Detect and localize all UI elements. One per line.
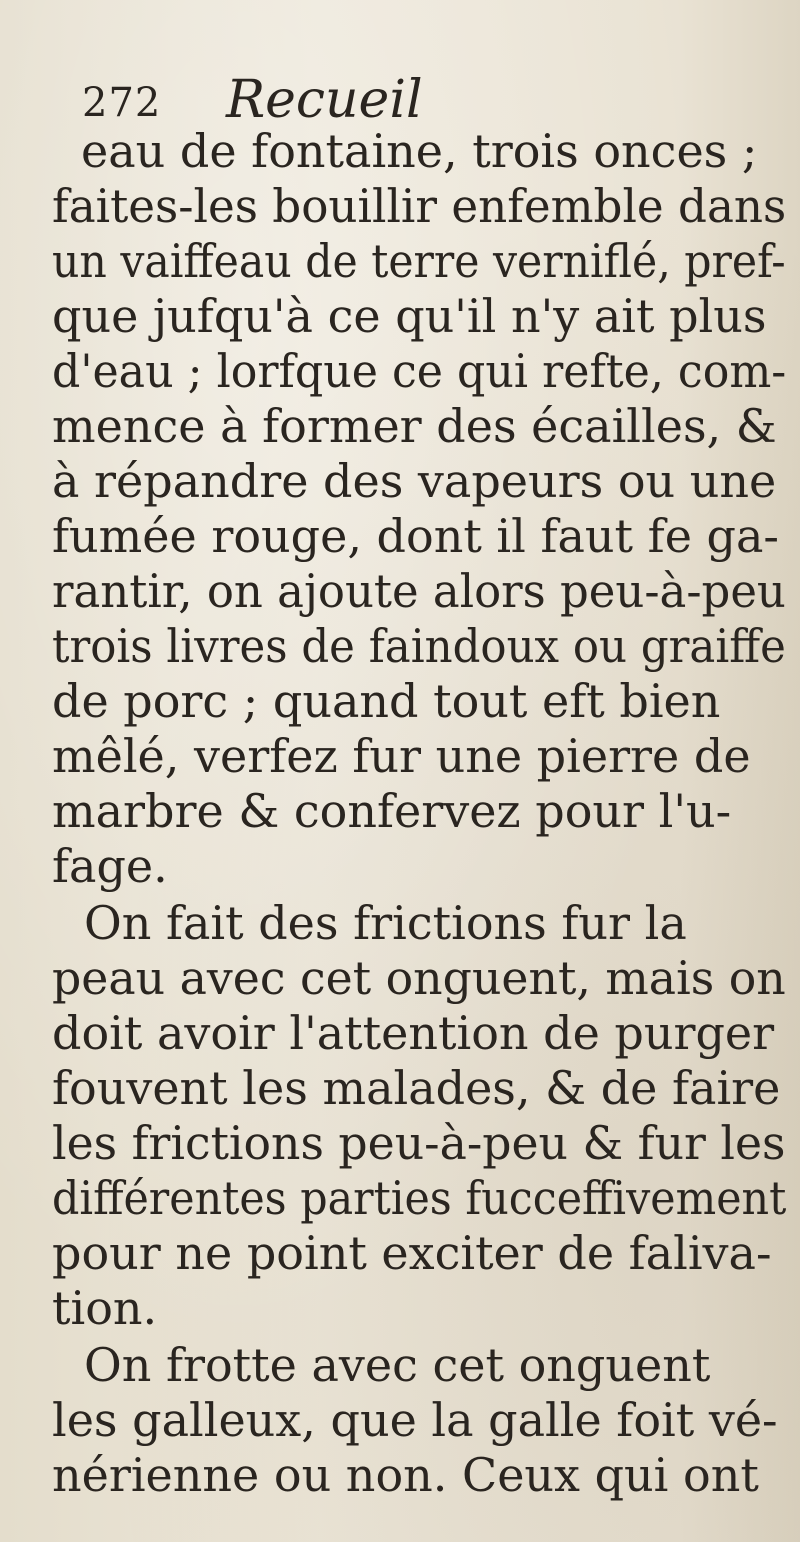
text-line: pour ne point exciter de faliva- — [52, 1226, 772, 1280]
text-line: marbre & confervez pour l'u- — [52, 784, 732, 838]
text-line: doit avoir l'attention de purger — [52, 1006, 775, 1060]
text-line: fumée rouge, dont il faut fe ga- — [52, 509, 779, 563]
page-number: 272 — [82, 80, 162, 126]
page-header — [48, 70, 768, 130]
text-line: que jufqu'à ce qu'il n'y ait plus — [52, 289, 767, 343]
text-line: différentes parties fucceffivement — [52, 1171, 787, 1225]
text-line: rantir, on ajoute alors peu-à-peu — [52, 564, 786, 618]
text-line: faites-les bouillir enfemble dans — [52, 179, 787, 233]
text-line: peau avec cet onguent, mais on — [52, 951, 786, 1005]
text-line: fage. — [52, 839, 168, 893]
text-line: On fait des frictions fur la — [84, 896, 687, 950]
text-line: trois livres de faindoux ou graiffe — [52, 619, 786, 673]
text-line: les frictions peu-à-peu & fur les — [52, 1116, 786, 1170]
text-line: les galleux, que la galle foit vé- — [52, 1393, 778, 1447]
text-line: mêlé, verfez fur une pierre de — [52, 729, 751, 783]
text-line: mence à former des écailles, & — [52, 399, 777, 453]
text-line: tion. — [52, 1281, 158, 1335]
text-line: d'eau ; lorfque ce qui refte, com- — [52, 344, 787, 398]
text-line: nérienne ou non. Ceux qui ont — [52, 1448, 759, 1502]
running-head: Recueil — [226, 70, 423, 130]
text-line: eau de fontaine, trois onces ; — [81, 124, 758, 178]
text-line: de porc ; quand tout eft bien — [52, 674, 721, 728]
text-line: un vaiffeau de terre verniflé, pref- — [52, 234, 786, 288]
text-line: à répandre des vapeurs ou une — [52, 454, 777, 508]
text-line: fouvent les malades, & de faire — [52, 1061, 781, 1115]
text-line: On frotte avec cet onguent — [84, 1338, 711, 1392]
